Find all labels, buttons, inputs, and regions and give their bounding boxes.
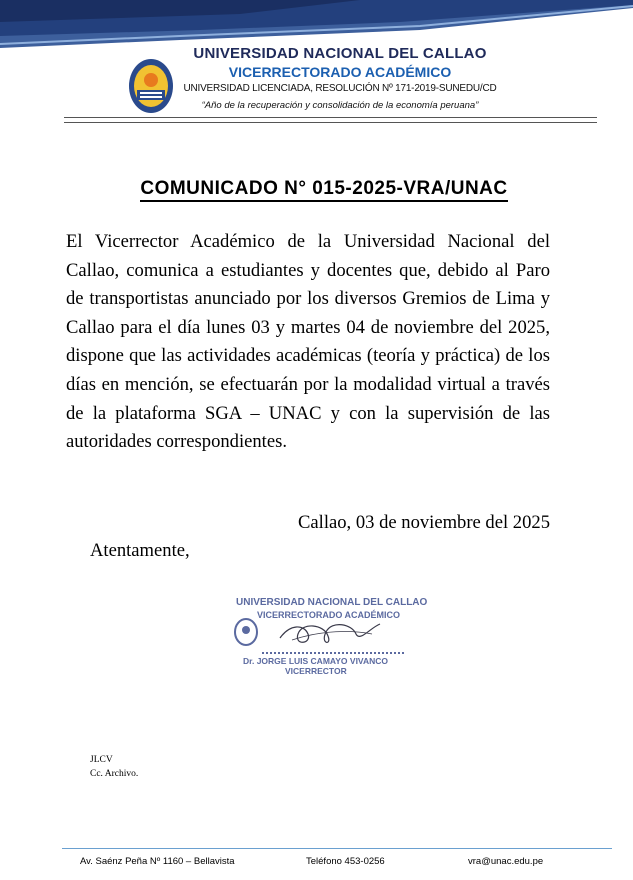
- references: [90, 753, 138, 781]
- document-date: Callao, 03 de noviembre del 2025: [298, 512, 550, 533]
- document-body: El Vicerrector Académico de la Universidad Nacional del Callao, comunica a estudiantes y docentes que, debido al Paro de transportistas anunciado por los diversos Gremios de Lima y Callao para el día lunes 03 y martes 04 de noviembre del 2025, dispone que las actividades académicas (teoría y práctica) de los días en mención, se efectuarán por la modalidad virtual a través de la plataforma SGA – UNAC y con la supervisión de las autoridades correspondientes.: [66, 231, 550, 453]
- stamp-office: VICERRECTORADO ACADÉMICO: [257, 610, 401, 620]
- footer-divider: [62, 848, 612, 849]
- header-university-name: UNIVERSIDAD NACIONAL DEL CALLAO: [193, 45, 487, 62]
- reference-copy: Cc. Archivo.: [90, 769, 139, 779]
- footer-phone: Teléfono 453-0256: [306, 856, 385, 867]
- signature-line: [262, 652, 404, 654]
- header-license: UNIVERSIDAD LICENCIADA, RESOLUCIÓN Nº 171-2019-SUNEDU/CD: [183, 83, 497, 94]
- footer-address: Av. Saénz Peña Nº 1160 – Bellavista: [80, 856, 235, 867]
- stamp-signer-role: VICERRECTOR: [285, 666, 347, 676]
- header-banner: [0, 0, 633, 50]
- header-divider: [64, 117, 597, 123]
- reference-initials: JLCV: [90, 755, 113, 765]
- university-seal-logo: [128, 58, 174, 114]
- closing-salutation: Atentamente,: [90, 540, 190, 561]
- header-motto: “Año de la recuperación y consolidación de la economía peruana”: [201, 100, 479, 111]
- stamp-university: UNIVERSIDAD NACIONAL DEL CALLAO: [236, 597, 428, 608]
- stamp-signer-name: Dr. JORGE LUIS CAMAYO VIVANCO: [243, 656, 388, 666]
- document-title: [64, 178, 584, 200]
- document-title-text: COMUNICADO N° 015-2025-VRA/UNAC: [140, 178, 507, 202]
- footer-email: vra@unac.edu.pe: [468, 856, 544, 867]
- header-office-name: VICERRECTORADO ACADÉMICO: [228, 64, 452, 80]
